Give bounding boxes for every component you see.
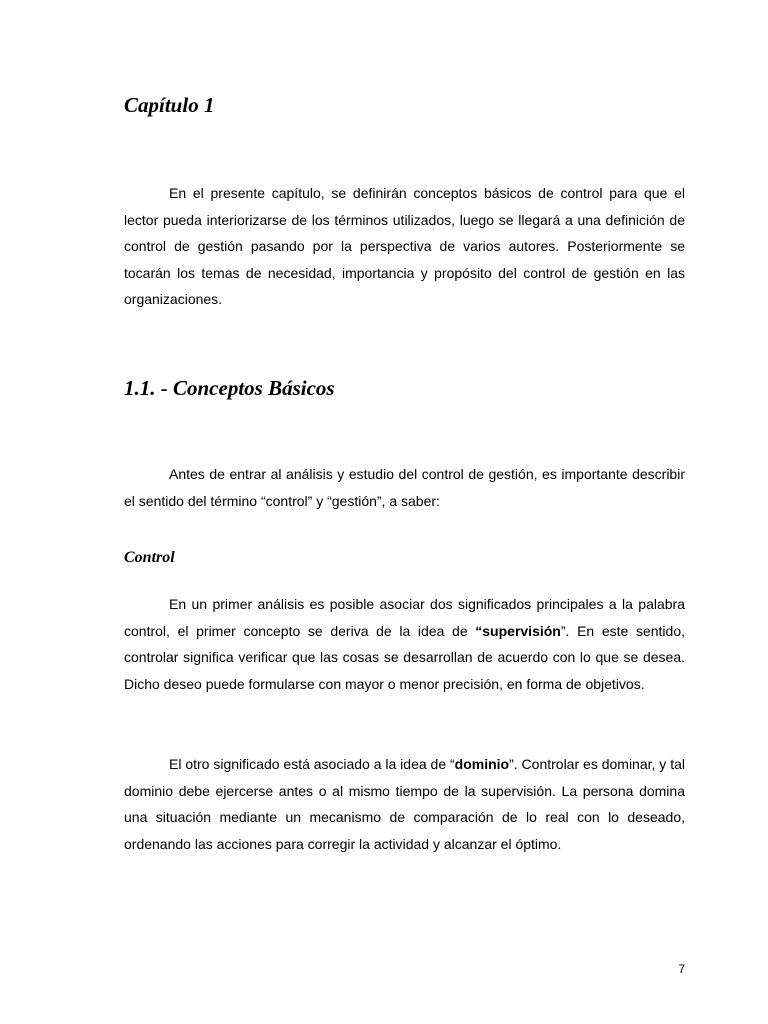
control-paragraph-1 <box>124 591 685 697</box>
paragraph-text: ”. Controlar es dominar, y tal dominio debe ejercerse antes o al mismo tiempo de la supervisión. La persona domina una situación mediante un mecanismo de comparación de lo real con lo deseado, ordenando las acciones para corregir la actividad y alcanzar el óptimo. <box>124 756 685 852</box>
subsection-title: Control <box>124 549 175 566</box>
section-title: 1.1. - Conceptos Básicos <box>124 376 335 400</box>
bold-term-dominio: dominio <box>454 756 510 772</box>
bold-term-supervision: “supervisión <box>475 622 561 639</box>
intro-paragraph: En el presente capítulo, se definirán conceptos básicos de control para que el lector pueda interiorizarse de los términos utilizados, luego se llegará a una definición de control de gestión pasando por la perspectiva de varios autores. Posteriormente se tocarán los temas de necesidad, importancia y propósito del control de gestión en las organizaciones. <box>124 185 685 308</box>
control-paragraph-2 <box>124 751 685 857</box>
paragraph-text: El otro significado está asociado a la idea de “ <box>169 756 455 772</box>
section-paragraph: Antes de entrar al análisis y estudio del control de gestión, es importante describir el sentido del término “control” y “gestión”, a saber: <box>124 466 685 509</box>
page-number: 7 <box>678 962 685 976</box>
chapter-title: Capítulo 1 <box>124 93 215 117</box>
paragraph-text: ”. En este sentido, controlar significa verificar que las cosas se desarrollan de acuerdo con lo que se desea. Dicho deseo puede formularse con mayor o menor precisión, en forma de objetivos. <box>124 622 685 692</box>
paragraph-text: En un primer análisis es posible asociar dos significados principales a la palabra control, el primer concepto se deriva de la idea de <box>124 596 685 639</box>
